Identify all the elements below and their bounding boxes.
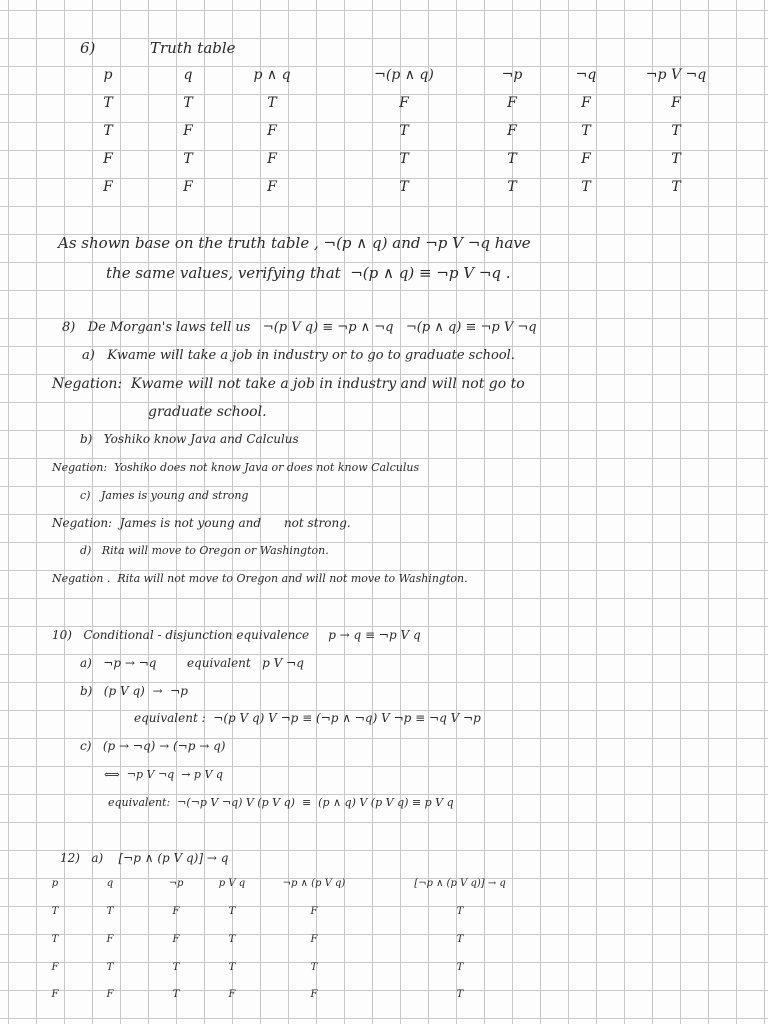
table-cell: T [103, 95, 113, 111]
table-cell: T [399, 179, 409, 195]
question-10-intro: 10) Conditional - disjunction equivalence p → q ≡ ¬p V q [52, 628, 421, 642]
table-cell: T [106, 906, 114, 917]
table-cell: T [228, 934, 236, 945]
question-12-intro: 12) a) [¬p ∧ (p V q)] → q [60, 851, 229, 865]
table-cell: T [172, 989, 180, 1000]
table-cell: F [172, 906, 180, 917]
table-cell: F [106, 934, 114, 945]
table-cell: F [51, 962, 59, 973]
question-6-number: 6) [80, 39, 96, 57]
table-cell: T [456, 906, 464, 917]
question-10c: c) (p → ¬q) → (¬p → q) [80, 739, 226, 753]
table-header-cell: q [106, 878, 114, 889]
table-header-cell: ¬(p ∧ q) [374, 67, 434, 83]
question-8d: d) Rita will move to Oregon or Washington. [80, 544, 329, 557]
table-cell: F [581, 95, 591, 111]
table-cell: T [507, 151, 517, 167]
table-cell: T [172, 962, 180, 973]
table-cell: F [172, 934, 180, 945]
question-10b: b) (p V q) → ¬p [80, 684, 188, 698]
table-cell: F [103, 179, 113, 195]
table-cell: T [183, 151, 193, 167]
table-cell: F [228, 989, 236, 1000]
table-header-cell: ¬p [501, 67, 523, 83]
table-cell: F [310, 906, 318, 917]
table-cell: T [228, 906, 236, 917]
table-cell: F [507, 95, 517, 111]
table-header-cell: ¬p ∧ (p V q) [282, 878, 346, 889]
question-10b-equivalent: equivalent : ¬(p V q) V ¬p ≡ (¬p ∧ ¬q) V ¬p ≡ ¬q V ¬p [134, 711, 481, 725]
table-cell: T [267, 95, 277, 111]
question-8a-negation-line-2: graduate school. [148, 404, 267, 420]
table-cell: T [51, 934, 59, 945]
question-8a: a) Kwame will take a job in industry or to go to graduate school. [82, 348, 515, 363]
table-header-cell: p [103, 67, 113, 83]
question-10a: a) ¬p → ¬q equivalent p V ¬q [80, 656, 304, 670]
table-header-cell: q [183, 67, 193, 83]
table-cell: T [671, 151, 681, 167]
conclusion-line-2: the same values, verifying that ¬(p ∧ q) ≡ ¬p V ¬q . [106, 264, 511, 282]
question-6-title: Truth table [150, 39, 236, 57]
table-header-cell: ¬p V ¬q [645, 67, 707, 83]
question-8c-negation: Negation: James is not young and not strong. [52, 516, 351, 530]
question-10c-equivalent: equivalent: ¬(¬p V ¬q) V (p V q) ≡ (p ∧ q) V (p V q) ≡ p V q [108, 796, 454, 809]
table-cell: F [103, 151, 113, 167]
table-cell: T [183, 95, 193, 111]
table-cell: T [456, 962, 464, 973]
question-10c-step: ⟺ ¬p V ¬q → p V q [104, 768, 223, 781]
table-cell: T [51, 906, 59, 917]
question-8c: c) James is young and strong [80, 489, 249, 502]
table-cell: T [456, 934, 464, 945]
table-cell: F [671, 95, 681, 111]
table-cell: F [106, 989, 114, 1000]
table-cell: F [183, 179, 193, 195]
table-cell: F [507, 123, 517, 139]
question-8b-negation: Negation: Yoshiko does not know Java or does not know Calculus [52, 461, 420, 474]
table-cell: T [228, 962, 236, 973]
table-cell: T [581, 179, 591, 195]
table-cell: F [183, 123, 193, 139]
table-header-cell: p V q [218, 878, 246, 889]
conclusion-line-1: As shown base on the truth table , ¬(p ∧ q) and ¬p V ¬q have [58, 234, 531, 252]
table-header-cell: [¬p ∧ (p V q)] → q [414, 878, 506, 889]
table-cell: F [310, 989, 318, 1000]
table-header-cell: ¬q [575, 67, 597, 83]
table-cell: F [310, 934, 318, 945]
table-cell: F [51, 989, 59, 1000]
table-cell: T [507, 179, 517, 195]
table-cell: F [267, 123, 277, 139]
table-cell: T [671, 179, 681, 195]
table-header-cell: p [51, 878, 59, 889]
table-cell: T [456, 989, 464, 1000]
question-8-intro: 8) De Morgan's laws tell us ¬(p V q) ≡ ¬p ∧ ¬q ¬(p ∧ q) ≡ ¬p V ¬q [62, 320, 537, 335]
table-cell: F [581, 151, 591, 167]
table-cell: F [267, 151, 277, 167]
table-cell: T [103, 123, 113, 139]
table-cell: T [310, 962, 318, 973]
table-cell: T [106, 962, 114, 973]
table-cell: F [399, 95, 409, 111]
table-cell: T [399, 123, 409, 139]
table-header-cell: ¬p [168, 878, 184, 889]
table-cell: T [399, 151, 409, 167]
table-cell: T [671, 123, 681, 139]
table-header-cell: p ∧ q [253, 67, 291, 83]
question-8d-negation: Negation . Rita will not move to Oregon and will not move to Washington. [52, 572, 468, 585]
table-cell: F [267, 179, 277, 195]
question-8a-negation-line-1: Negation: Kwame will not take a job in industry and will not go to [52, 376, 525, 392]
table-cell: T [581, 123, 591, 139]
question-8b: b) Yoshiko know Java and Calculus [80, 432, 299, 446]
